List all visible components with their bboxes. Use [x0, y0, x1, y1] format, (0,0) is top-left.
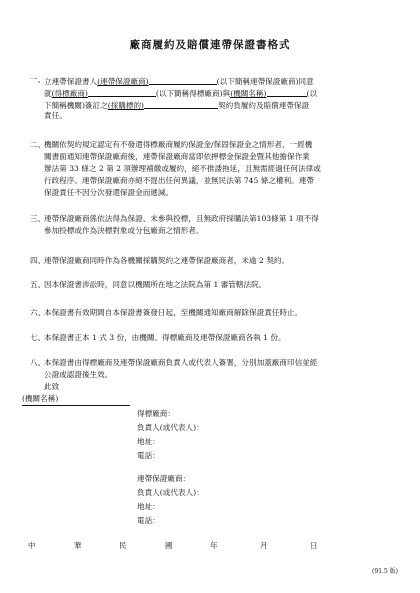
clause-text: 下簡稱機關)簽訂之	[44, 101, 108, 110]
clause-text: 就	[44, 89, 52, 98]
clause-text: 關書面通知連帶保證廠商後，連帶保證廠商當即依押標金保證金暨其他擔保作業	[44, 152, 310, 161]
clause-2	[30, 141, 398, 203]
clause-number: 七、	[30, 333, 46, 342]
recipient-underline	[22, 405, 130, 406]
date-char: 民	[119, 541, 127, 550]
agency-name-field[interactable]: (機關名稱)	[230, 89, 267, 98]
clause-number: 一、	[30, 75, 46, 84]
guarantor-blank[interactable]	[149, 76, 217, 85]
agency-name-blank[interactable]	[267, 88, 307, 97]
winning-bidder-field[interactable]: (得標廠商)	[51, 89, 88, 98]
guarantor-phone-label: 電話：	[137, 516, 160, 525]
clause-text: 責任。	[44, 111, 67, 120]
date-char: 華	[74, 541, 82, 550]
clause-text: 公證或認證後生效。	[44, 370, 113, 379]
guarantor-company-label: 連帶保證廠商：	[137, 474, 191, 483]
clause-text: 辦法第 33 條之 2 第 2 項辦理補繳或履約，絕不推諉拖延，且無需經過任何法律或	[44, 164, 321, 173]
clause-text: 行政程序。連帶保證廠商亦絕不提出任何異議，並無民法第 745 條之權利。連帶	[44, 176, 314, 185]
clause-text: 本保證書有效期間自本保證書簽發日起，至機關通知廠商解除保證責任時止。	[44, 308, 303, 317]
clause-number: 六、	[30, 308, 46, 317]
clause-number: 二、	[30, 140, 46, 149]
date-month-label: 月	[260, 541, 268, 550]
guarantor-address-label: 地址：	[137, 502, 160, 511]
guarantor-rep-label: 負責人(或代表人)：	[137, 488, 204, 497]
clause-1	[30, 76, 398, 136]
guarantor-suffix: (以下簡稱連帶保證廠商)同意	[216, 77, 314, 86]
version-label: (91.5 版)	[372, 568, 398, 575]
clause-4	[30, 257, 398, 269]
clause-text: (以下簡稱得標廠商)與	[155, 89, 231, 98]
clause-text: 連帶保證廠商係依法得為保證、未參與投標，且無政府採購法第103條第 1 項不得	[44, 214, 319, 223]
clause-number: 五、	[30, 280, 46, 289]
winning-bidder-rep-label: 負責人(或代表人)：	[137, 423, 204, 432]
date-char: 國	[165, 541, 173, 550]
clause-text: 參加投標或作為決標對象或分包廠商之情形者。	[44, 226, 204, 235]
procurement-subject-field[interactable]: (採購標的)	[107, 101, 145, 110]
clause-text: 因本保證書涉訟時，同意以機關所在地之法院為第 1 審管轄法院。	[44, 280, 267, 289]
clause-3	[30, 215, 398, 239]
clause-text: 機關依契約規定認定有不發還得標廠商履約保證金/保固保證金之情形者，一經機	[44, 140, 313, 149]
clause-text: (以	[306, 89, 318, 98]
clause-text: 本保證書由得標廠商及連帶保證廠商負責人或代表人簽署，分別加蓋廠商印信並經	[44, 358, 318, 367]
date-year-label: 年	[210, 541, 218, 550]
winning-bidder-address-label: 地址：	[137, 437, 160, 446]
clause-text: 保證責任不因分次發還保證金而遞減。	[44, 188, 174, 197]
closing-salutation: 此致	[44, 382, 60, 391]
recipient-agency-name[interactable]: (機關名稱)	[22, 394, 59, 403]
winning-bidder-blank[interactable]	[88, 88, 156, 97]
procurement-subject-blank[interactable]	[144, 100, 218, 109]
clause-text: 本保證書正本 1 式 3 份，由機關、得標廠商及連帶保證廠商各執 1 份。	[44, 333, 286, 342]
winning-bidder-phone-label: 電話：	[137, 451, 160, 460]
clause-5	[30, 281, 398, 293]
clause-number: 三、	[30, 214, 46, 223]
clause-6	[30, 309, 398, 321]
clause-number: 四、	[30, 256, 46, 265]
date-day-label: 日	[310, 541, 318, 550]
clause-7	[30, 334, 398, 346]
guarantor-field[interactable]: (連帶保證廠商)	[97, 77, 149, 86]
winning-bidder-label: 得標廠商：	[137, 409, 175, 418]
clause-8	[30, 359, 398, 395]
clause-text: 連帶保證廠商同時作為各機關採購契約之連帶保證廠商者，未逾 2 契約。	[44, 256, 290, 265]
clause-text: 契約負履約及賠償連帶保證	[218, 101, 310, 110]
clause-number: 八、	[30, 358, 46, 367]
document-title: 廠商履約及賠償連帶保證書格式	[129, 39, 291, 51]
guarantor-label: 立連帶保證書人	[44, 77, 98, 86]
date-char: 中	[28, 541, 36, 550]
